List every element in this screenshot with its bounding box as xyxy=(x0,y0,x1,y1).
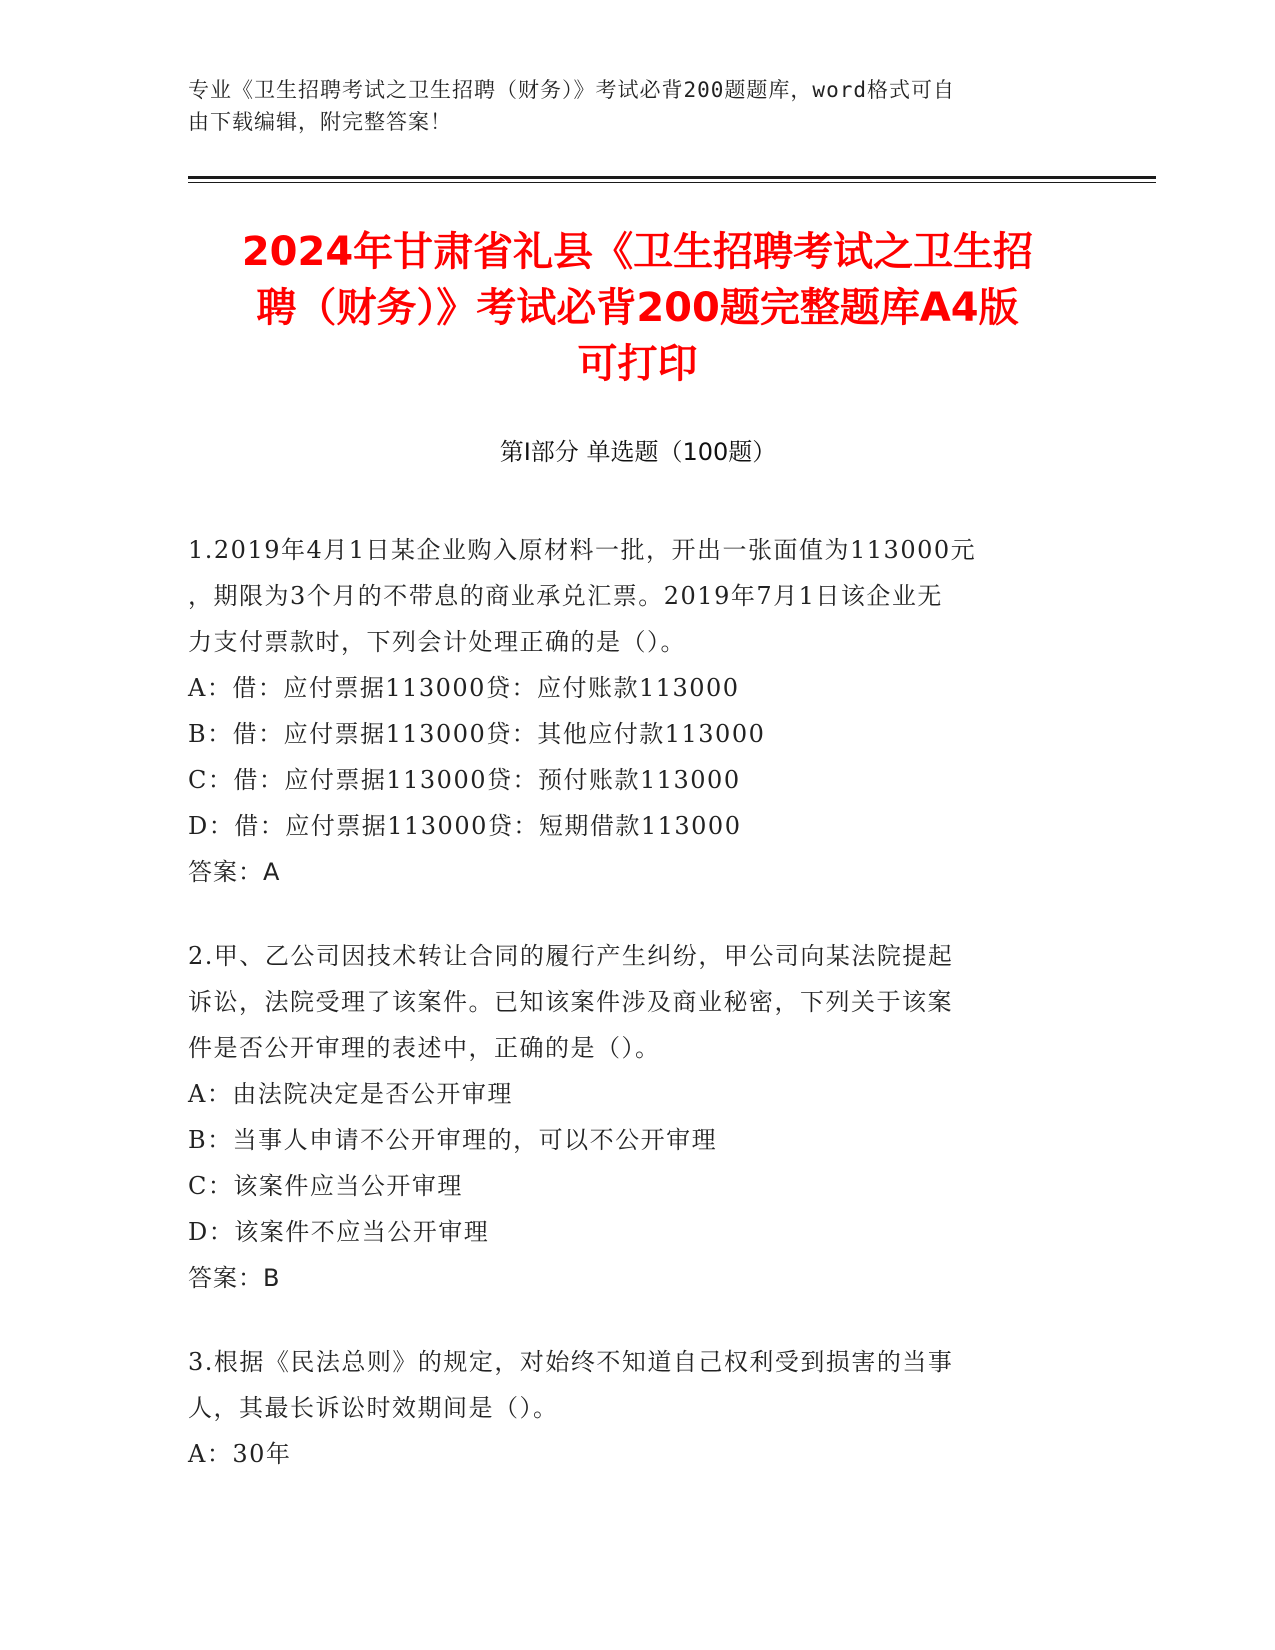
question-1 xyxy=(188,527,1088,895)
answer: 答案：B xyxy=(188,1264,281,1292)
option-c: C：该案件应当公开审理 xyxy=(188,1172,463,1200)
question-stem-line: 诉讼，法院受理了该案件。已知该案件涉及商业秘密，下列关于该案 xyxy=(188,988,953,1016)
question-stem-line: 1.2019年4月1日某企业购入原材料一批，开出一张面值为113000元 xyxy=(188,536,977,564)
section-title: 第Ⅰ部分 单选题（100题） xyxy=(499,438,777,466)
document-title xyxy=(180,224,1095,392)
header-divider xyxy=(188,176,1156,179)
question-stem-line: 力支付票款时，下列会计处理正确的是（）。 xyxy=(188,628,686,656)
header-note xyxy=(188,74,1088,138)
option-a: A：借：应付票据113000贷：应付账款113000 xyxy=(188,674,740,702)
question-2 xyxy=(188,933,1088,1301)
question-stem-line: 件是否公开审理的表述中，正确的是（）。 xyxy=(188,1034,661,1062)
option-a: A：由法院决定是否公开审理 xyxy=(188,1080,513,1108)
question-3 xyxy=(188,1339,1088,1477)
option-d: D：该案件不应当公开审理 xyxy=(188,1218,490,1246)
question-stem-line: 2.甲、乙公司因技术转让合同的履行产生纠纷，甲公司向某法院提起 xyxy=(188,942,954,970)
header-divider-thin xyxy=(188,182,1156,183)
option-c: C：借：应付票据113000贷：预付账款113000 xyxy=(188,766,741,794)
question-stem xyxy=(188,933,1088,1071)
question-stem-line: ，期限为3个月的不带息的商业承兑汇票。2019年7月1日该企业无 xyxy=(188,582,943,610)
header-note-line: 专业《卫生招聘考试之卫生招聘（财务）》考试必背200题题库，word格式可自 xyxy=(188,78,955,102)
header-note-line: 由下载编辑，附完整答案！ xyxy=(188,110,452,134)
option-b: B：借：应付票据113000贷：其他应付款113000 xyxy=(188,720,766,748)
question-stem xyxy=(188,527,1088,665)
question-stem-line: 3.根据《民法总则》的规定，对始终不知道自己权利受到损害的当事 xyxy=(188,1348,954,1376)
answer: 答案：A xyxy=(188,858,281,886)
document-title-line: 2024年甘肃省礼县《卫生招聘考试之卫生招 xyxy=(241,229,1034,275)
question-list xyxy=(188,527,1088,1515)
document-title-line: 聘（财务）》考试必背200题完整题库A4版 xyxy=(256,285,1019,331)
question-stem xyxy=(188,1339,1088,1431)
question-stem-line: 人，其最长诉讼时效期间是（）。 xyxy=(188,1394,559,1422)
option-b: B：当事人申请不公开审理的，可以不公开审理 xyxy=(188,1126,718,1154)
option-a: A：30年 xyxy=(188,1440,292,1468)
option-d: D：借：应付票据113000贷：短期借款113000 xyxy=(188,812,742,840)
document-title-line: 可打印 xyxy=(577,341,698,387)
